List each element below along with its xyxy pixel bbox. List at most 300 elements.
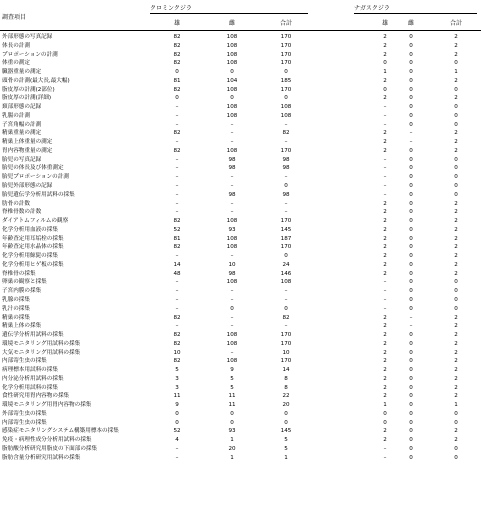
row-label: 胎児外部形態の記録 (2, 183, 53, 190)
col-header-fin-male: 雄 (381, 20, 388, 27)
row-value: 0 (409, 42, 413, 49)
row-label: 食性研究用胃内容物の採集 (2, 393, 70, 400)
row-value: – (175, 454, 179, 461)
row-value: 11 (228, 402, 236, 409)
row-label: 内部寄生虫の採集 (2, 358, 47, 365)
row-value: 0 (454, 445, 458, 452)
row-value: – (409, 130, 413, 137)
row-value: 0 (409, 393, 413, 400)
row-value: 48 (173, 270, 181, 277)
row-value: 1 (454, 402, 458, 409)
row-value: – (383, 454, 387, 461)
row-value: 2 (454, 340, 458, 347)
row-value: 82 (173, 218, 181, 225)
row-value: 170 (280, 60, 292, 67)
row-label: 外部寄生虫の採集 (2, 410, 47, 417)
row-label: 子宮内膜の採集 (2, 288, 42, 295)
row-value: 0 (454, 410, 458, 417)
row-value: 98 (228, 165, 236, 172)
row-value: 108 (226, 86, 238, 93)
row-value: 2 (383, 130, 387, 137)
row-value: 0 (454, 288, 458, 295)
row-value: 0 (454, 121, 458, 128)
row-label: 肋骨の計数 (2, 200, 30, 207)
row-value: 0 (409, 428, 413, 435)
row-value: 2 (383, 244, 387, 251)
row-value: 2 (454, 384, 458, 391)
table-row (0, 436, 481, 445)
row-value: 93 (228, 226, 236, 233)
row-value: 2 (383, 393, 387, 400)
row-label: 病理標本用試料の採集 (2, 367, 58, 374)
table-row (0, 103, 481, 112)
row-label: 外部形態の写真記録 (2, 34, 53, 40)
row-value: 52 (173, 428, 181, 435)
row-value: 0 (175, 69, 179, 76)
row-value: 11 (228, 393, 236, 400)
row-value: 0 (409, 183, 413, 190)
row-value: 2 (383, 340, 387, 347)
table-row (0, 59, 481, 68)
row-value: 0 (409, 437, 413, 444)
row-value: 0 (284, 183, 288, 190)
row-value: 0 (454, 305, 458, 312)
survey-table-body (0, 33, 481, 463)
row-value: – (175, 104, 179, 111)
row-value: 0 (175, 410, 179, 417)
row-value: 0 (409, 270, 413, 277)
row-value: 0 (230, 95, 234, 102)
row-value: 2 (454, 147, 458, 154)
row-value: 0 (454, 112, 458, 119)
row-value: 0 (409, 261, 413, 268)
row-value: 108 (226, 358, 238, 365)
row-label: 脊椎骨の採集 (2, 270, 36, 277)
table-row (0, 147, 481, 156)
row-value: 3 (175, 384, 179, 391)
row-value: 22 (282, 393, 290, 400)
row-value: – (230, 288, 234, 295)
row-value: 82 (173, 60, 181, 67)
row-value: 0 (409, 95, 413, 102)
row-value: 0 (454, 183, 458, 190)
row-value: – (175, 174, 179, 181)
row-value: – (230, 323, 234, 330)
row-value: 0 (409, 305, 413, 312)
row-value: 0 (383, 60, 387, 67)
row-value: – (383, 112, 387, 119)
row-value: 2 (383, 147, 387, 154)
table-row (0, 173, 481, 182)
table-row (0, 287, 481, 296)
row-value: 14 (173, 261, 181, 268)
row-value: 9 (175, 402, 179, 409)
row-value: 0 (409, 349, 413, 356)
table-row (0, 138, 481, 147)
row-value: 2 (454, 139, 458, 146)
row-value: – (284, 174, 288, 181)
row-value: 93 (228, 428, 236, 435)
row-value: – (230, 349, 234, 356)
row-value: 5 (284, 445, 288, 452)
row-value: 1 (383, 69, 387, 76)
table-row (0, 86, 481, 95)
row-value: 0 (409, 218, 413, 225)
row-value: 108 (226, 279, 238, 286)
row-value: 2 (454, 437, 458, 444)
row-value: 82 (173, 42, 181, 49)
row-value: – (175, 121, 179, 128)
row-label: 化学分析用試料の採集 (2, 384, 58, 391)
row-value: – (409, 139, 413, 146)
row-value: – (284, 121, 288, 128)
row-label: 内分泌分析用試料の採集 (2, 375, 64, 382)
table-row (0, 77, 481, 86)
item-column-header: 調査項目 (2, 14, 27, 21)
row-value: 2 (454, 95, 458, 102)
row-value: 104 (226, 77, 238, 84)
table-row (0, 270, 481, 279)
row-value: 2 (383, 235, 387, 242)
row-value: – (284, 139, 288, 146)
row-value: 0 (454, 191, 458, 198)
row-label: 化学分析用鯨髭の採集 (2, 253, 58, 260)
row-value: 2 (454, 51, 458, 58)
col-header-fin-total: 合計 (449, 20, 462, 27)
row-value: – (230, 121, 234, 128)
row-value: – (383, 279, 387, 286)
row-value: – (175, 445, 179, 452)
row-value: – (230, 139, 234, 146)
row-value: – (230, 130, 234, 137)
row-value: 0 (409, 112, 413, 119)
row-value: 108 (280, 104, 292, 111)
row-value: – (175, 253, 179, 260)
table-row (0, 94, 481, 103)
table-row (0, 366, 481, 375)
row-value: 0 (409, 367, 413, 374)
row-value: – (230, 200, 234, 207)
row-value: – (383, 296, 387, 303)
row-value: 2 (383, 349, 387, 356)
table-row (0, 296, 481, 305)
row-value: 2 (454, 332, 458, 339)
row-value: – (230, 253, 234, 260)
row-value: 2 (383, 358, 387, 365)
row-label: 年齢査定用水晶体の採集 (2, 244, 64, 251)
row-value: 4 (175, 437, 179, 444)
row-value: 2 (383, 367, 387, 374)
row-value: 0 (454, 104, 458, 111)
header-bottom-rule (0, 30, 481, 31)
col-header-minke-male: 雄 (173, 20, 180, 27)
row-value: 0 (409, 340, 413, 347)
minke-group-rule (150, 13, 308, 14)
table-row (0, 42, 481, 51)
row-value: 0 (454, 454, 458, 461)
row-value: 0 (383, 410, 387, 417)
table-row (0, 112, 481, 121)
row-value: 5 (175, 367, 179, 374)
row-value: 2 (454, 218, 458, 225)
row-label: 免疫・病理性成分分析用試料の採集 (2, 437, 92, 444)
row-value: 2 (454, 253, 458, 260)
table-row (0, 445, 481, 454)
row-value: 170 (280, 86, 292, 93)
row-value: – (175, 191, 179, 198)
row-value: 108 (280, 279, 292, 286)
row-value: – (175, 305, 179, 312)
row-label: 脂肪含量分析研究用試料の採集 (2, 454, 81, 461)
row-value: 0 (230, 419, 234, 426)
row-value: 108 (226, 218, 238, 225)
row-value: 108 (280, 112, 292, 119)
row-value: 0 (409, 69, 413, 76)
row-value: – (175, 165, 179, 172)
row-value: – (284, 209, 288, 216)
row-value: 20 (228, 445, 236, 452)
row-label: 臓器重量の測定 (2, 69, 42, 76)
row-value: 2 (454, 235, 458, 242)
row-label: 精巣上体重量の測定 (2, 139, 53, 146)
row-value: 0 (409, 332, 413, 339)
row-value: 2 (454, 349, 458, 356)
col-header-minke-total: 合計 (279, 20, 292, 27)
row-value: 2 (454, 270, 458, 277)
row-value: – (383, 191, 387, 198)
row-value: 82 (173, 244, 181, 251)
row-value: 0 (409, 77, 413, 84)
row-value: 2 (454, 226, 458, 233)
row-value: 0 (409, 147, 413, 154)
row-label: 大気モニタリング用試料の採集 (2, 349, 81, 356)
row-value: 2 (454, 323, 458, 330)
row-value: 0 (409, 445, 413, 452)
row-label: 胎児プロポーションの計測 (2, 174, 69, 181)
row-value: 185 (280, 77, 292, 84)
row-value: 82 (173, 34, 181, 40)
row-value: 2 (454, 314, 458, 321)
row-value: 98 (228, 191, 236, 198)
row-value: 82 (282, 314, 290, 321)
row-value: 2 (383, 139, 387, 146)
row-value: 146 (280, 270, 292, 277)
row-value: – (175, 139, 179, 146)
row-value: – (230, 296, 234, 303)
row-value: – (175, 209, 179, 216)
row-value: 82 (173, 314, 181, 321)
table-row (0, 322, 481, 331)
table-row (0, 156, 481, 165)
fin-group-header: ナガスクジラ (354, 5, 390, 12)
row-value: 2 (454, 34, 458, 40)
table-row (0, 410, 481, 419)
row-value: 2 (383, 77, 387, 84)
row-label: 化学分析用ヒゲ板の採集 (2, 261, 64, 268)
row-value: 0 (284, 410, 288, 417)
table-row (0, 375, 481, 384)
row-value: 0 (454, 296, 458, 303)
row-label: ダイアトムフィルムの観察 (2, 218, 69, 225)
row-value: – (175, 288, 179, 295)
row-label: 体長の計測 (2, 42, 30, 49)
table-row (0, 427, 481, 436)
row-label: 脂皮厚の計測(詳細) (2, 95, 52, 102)
row-value: 0 (409, 419, 413, 426)
row-value: 10 (173, 349, 181, 356)
row-label: 乳腸の計測 (2, 112, 30, 119)
row-label: 年齢査定用耳垢栓の採集 (2, 235, 64, 242)
table-row (0, 305, 481, 314)
row-value: – (175, 112, 179, 119)
row-value: 108 (226, 235, 238, 242)
row-value: 0 (175, 419, 179, 426)
row-value: 82 (173, 147, 181, 154)
row-value: 170 (280, 147, 292, 154)
row-value: – (284, 296, 288, 303)
row-value: 108 (226, 340, 238, 347)
row-value: 9 (230, 367, 234, 374)
row-label: 化学分析用血液の採集 (2, 226, 58, 233)
row-value: 98 (282, 191, 290, 198)
row-value: 0 (409, 288, 413, 295)
row-value: 0 (409, 358, 413, 365)
table-row (0, 243, 481, 252)
table-row (0, 454, 481, 463)
row-value: 145 (280, 428, 292, 435)
row-label: 胎児の写真記録 (2, 156, 42, 163)
row-label: 乳汁の採集 (2, 305, 30, 312)
row-value: 187 (280, 235, 292, 242)
row-value: 2 (383, 226, 387, 233)
row-value: 170 (280, 218, 292, 225)
table-row (0, 217, 481, 226)
row-value: 170 (280, 332, 292, 339)
row-value: 108 (226, 332, 238, 339)
row-label: 内部寄生虫の採集 (2, 419, 47, 426)
table-row (0, 191, 481, 200)
row-value: 0 (230, 410, 234, 417)
row-value: 0 (409, 86, 413, 93)
row-value: 1 (383, 402, 387, 409)
row-label: 感染症モニタリングシステム構築用標本の採集 (2, 428, 119, 435)
row-value: 0 (409, 34, 413, 40)
row-value: 52 (173, 226, 181, 233)
row-value: – (175, 279, 179, 286)
row-value: 10 (282, 349, 290, 356)
row-value: 2 (454, 375, 458, 382)
row-value: 108 (226, 244, 238, 251)
row-value: 2 (454, 428, 458, 435)
row-value: 145 (280, 226, 292, 233)
row-value: 82 (173, 332, 181, 339)
row-label: 精巣重量の測定 (2, 130, 42, 137)
row-value: 1 (230, 454, 234, 461)
row-value: 81 (173, 235, 181, 242)
row-value: – (383, 156, 387, 163)
row-value: – (409, 323, 413, 330)
table-row (0, 331, 481, 340)
row-value: 2 (454, 42, 458, 49)
row-label: 脊椎骨数の計数 (2, 209, 42, 216)
row-label: 環境モニタリング用胃内容物の採集 (2, 402, 92, 409)
minke-group-header: クロミンクジラ (150, 5, 192, 12)
row-value: 0 (409, 60, 413, 67)
table-row (0, 357, 481, 366)
row-value: 170 (280, 340, 292, 347)
row-value: 3 (175, 375, 179, 382)
row-value: – (383, 445, 387, 452)
row-label: 環境モニタリング用試料の採集 (2, 340, 81, 347)
row-value: – (383, 174, 387, 181)
row-value: 0 (409, 296, 413, 303)
row-value: 24 (282, 261, 290, 268)
row-value: 2 (454, 393, 458, 400)
row-value: 2 (383, 95, 387, 102)
row-value: 0 (454, 86, 458, 93)
row-value: 2 (383, 42, 387, 49)
row-value: 8 (284, 384, 288, 391)
row-value: 170 (280, 51, 292, 58)
row-value: 5 (284, 437, 288, 444)
row-value: – (175, 183, 179, 190)
row-value: 82 (173, 51, 181, 58)
table-row (0, 164, 481, 173)
row-value: – (175, 156, 179, 163)
row-value: 170 (280, 244, 292, 251)
col-header-fin-female: 雌 (407, 20, 414, 27)
row-value: 108 (226, 112, 238, 119)
table-row (0, 235, 481, 244)
row-value: – (284, 200, 288, 207)
row-value: 2 (383, 384, 387, 391)
row-value: 2 (383, 253, 387, 260)
row-value: 1 (230, 437, 234, 444)
row-value: 0 (284, 95, 288, 102)
row-value: – (383, 121, 387, 128)
row-value: – (230, 183, 234, 190)
row-value: – (175, 323, 179, 330)
row-label: 子宮角幅の計測 (2, 121, 42, 128)
row-value: 0 (409, 410, 413, 417)
row-value: 0 (409, 454, 413, 461)
table-row (0, 401, 481, 410)
row-value: 108 (226, 34, 238, 40)
table-row (0, 384, 481, 393)
table-row (0, 349, 481, 358)
table-row (0, 208, 481, 217)
row-value: 2 (454, 200, 458, 207)
row-value: 2 (383, 34, 387, 40)
fin-group-rule (354, 13, 477, 14)
row-label: 頚部形態の記録 (2, 104, 42, 111)
row-value: 10 (228, 261, 236, 268)
table-row (0, 226, 481, 235)
row-value: 2 (454, 358, 458, 365)
row-value: 98 (282, 165, 290, 172)
row-value: 8 (284, 375, 288, 382)
table-row (0, 314, 481, 323)
row-value: – (175, 200, 179, 207)
row-value: 0 (409, 200, 413, 207)
table-row (0, 252, 481, 261)
row-value: 0 (454, 60, 458, 67)
row-value: 0 (409, 244, 413, 251)
row-value: 2 (383, 323, 387, 330)
row-value: 2 (383, 375, 387, 382)
row-value: 2 (454, 77, 458, 84)
row-value: 108 (226, 147, 238, 154)
